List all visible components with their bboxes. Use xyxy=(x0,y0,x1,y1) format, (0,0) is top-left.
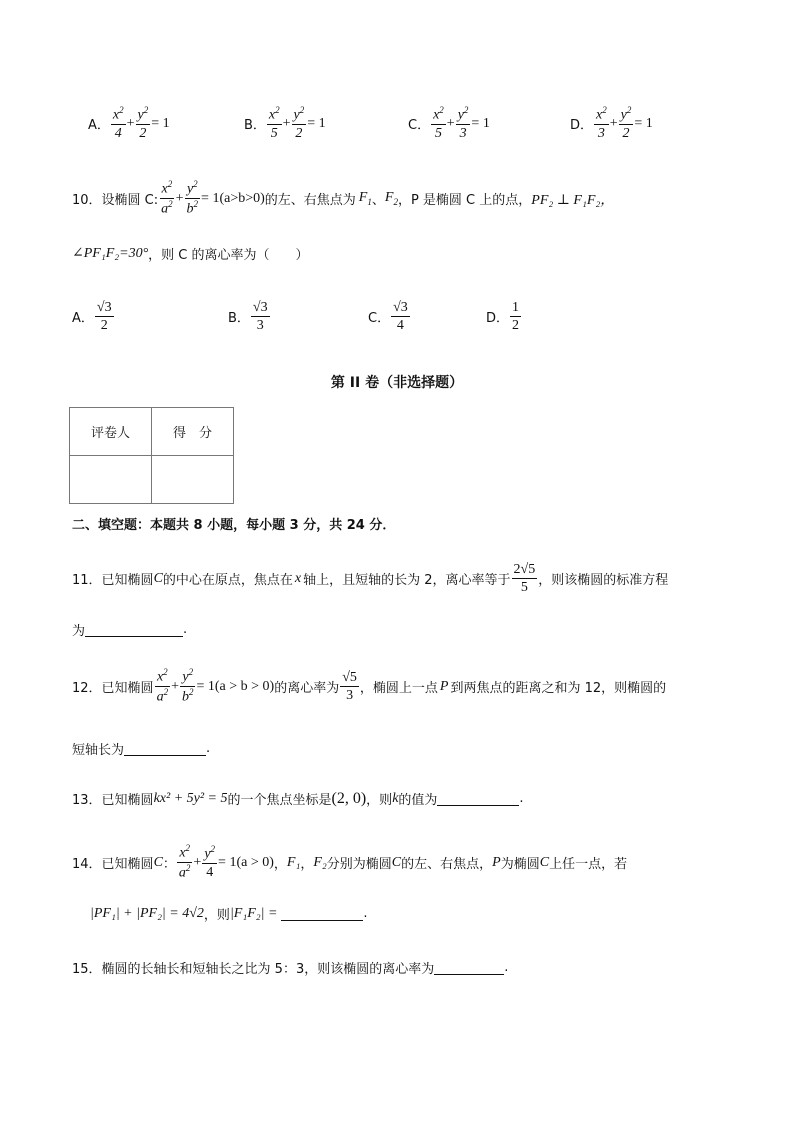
q15-line: 15． 椭圆的长轴长和短轴长之比为 5：3，则该椭圆的离心率为 . xyxy=(72,960,509,977)
q13-line: 13． 已知椭圆 kx² + 5y² = 5 的一个焦点坐标是 (2, 0) ，则 k 的值为 . xyxy=(72,789,524,808)
fraction-x: $\frac{x^2}{4}$ xyxy=(112,105,124,142)
q10-line2 xyxy=(72,244,309,263)
q10-line1: 10． 设椭圆 C: $\frac{x^2}{a^2}$ + $\frac{y^2}{b^2}$ = 1(a>b>0) 的左、右焦点为 $F_1$ 、 $F_2$ ，P 是椭圆 C 上的点， PF₂ ⊥ F₁F₂， xyxy=(72,179,615,217)
fraction-y: $\frac{y^2}{2}$ xyxy=(293,105,305,142)
question-text: 的左、右焦点为 xyxy=(264,193,356,209)
q10-option-a: A． $\frac{√3}{2}$ xyxy=(72,300,112,334)
fraction-x: $\frac{x^2}{5}$ xyxy=(433,105,444,142)
answer-blank[interactable] xyxy=(124,741,206,756)
option-label: C． xyxy=(408,118,431,134)
option-label: A． xyxy=(88,118,110,134)
q14-line2: |PF₁| + |PF₂| = 4√2 ，则 |F₁F₂| = . xyxy=(90,905,368,923)
question-text: ，P 是椭圆 C 上的点， xyxy=(397,193,532,209)
q10-option-d: D． $\frac{1}{2}$ xyxy=(486,300,520,334)
q9-option-c: C． $\frac{x^2}{5}$ + $\frac{y^2}{3}$ = 1 xyxy=(408,105,490,142)
answer-blank[interactable] xyxy=(434,960,504,975)
q9-option-d: D． $\frac{x^2}{3}$ + $\frac{y^2}{2}$ = 1 xyxy=(570,105,653,142)
perpendicular-relation: PF₂ ⊥ F₁F₂， xyxy=(531,192,615,208)
q11-line2: 为 . xyxy=(72,622,188,639)
option-label: D． xyxy=(570,118,594,134)
part2-heading: 二、填空题：本题共 8 小题，每小题 3 分，共 24 分． xyxy=(72,518,396,533)
q10-option-c: C． $\frac{√3}{4}$ xyxy=(368,300,408,334)
q14-line1: 14． 已知椭圆 C ： $\frac{x^2}{a^2}$ + $\frac{y^2}{4}$ = 1(a > 0) ， F₁ ， F₂ 分别为椭圆 C 的左、右焦点， P 为椭圆 C 上任一点，若 xyxy=(72,843,628,881)
score-table xyxy=(69,407,234,504)
fraction-y: $\frac{y^2}{2}$ xyxy=(620,105,632,142)
answer-blank[interactable] xyxy=(281,906,363,921)
question-text: 设椭圆 C: xyxy=(101,193,159,209)
fraction-y: $\frac{y^2}{2}$ xyxy=(137,105,149,142)
section-title: 第 II 卷（非选择题） xyxy=(330,375,464,391)
grader-header: 评卷人 xyxy=(70,408,152,456)
q9-option-b: B． $\frac{x^2}{5}$ + $\frac{y^2}{2}$ = 1 xyxy=(244,105,326,142)
score-cell[interactable] xyxy=(152,456,234,504)
q9-option-a: A． $\frac{x^2}{4}$ + $\frac{y^2}{2}$ = 1 xyxy=(88,105,170,142)
question-text: ，则 C 的离心率为（ ） xyxy=(148,248,309,263)
q12-line2: 短轴长为 . xyxy=(72,741,211,758)
answer-blank[interactable] xyxy=(85,622,183,637)
option-label: B． xyxy=(244,118,266,134)
question-number: 10． xyxy=(72,193,102,209)
fraction-x: $\frac{x^2}{3}$ xyxy=(596,105,607,142)
fraction-y: $\frac{y^2}{3}$ xyxy=(457,105,469,142)
grader-cell[interactable] xyxy=(70,456,152,504)
q10-option-b: B． $\frac{√3}{3}$ xyxy=(228,300,268,334)
q11-line1: 11． 已知椭圆 C 的中心在原点，焦点在 x 轴上，且短轴的长为 2，离心率等于 $\frac{2√5}{5}$ ，则该椭圆的标准方程 xyxy=(72,562,669,596)
condition: = 1(a>b>0) xyxy=(201,190,265,206)
q12-line1: 12． 已知椭圆 $\frac{x^2}{a^2}$ + $\frac{y^2}{b^2}$ = 1(a > b > 0) 的离心率为 $\frac{√5}{3}$ ，椭圆上一点 P 到两焦点的距离之和为 12，则椭圆的 xyxy=(72,667,667,705)
score-header: 得 分 xyxy=(152,408,234,456)
fraction-x: $\frac{x^2}{5}$ xyxy=(268,105,280,142)
answer-blank[interactable] xyxy=(437,791,519,806)
angle-condition: ∠PF₁F₂=30° xyxy=(72,246,149,261)
